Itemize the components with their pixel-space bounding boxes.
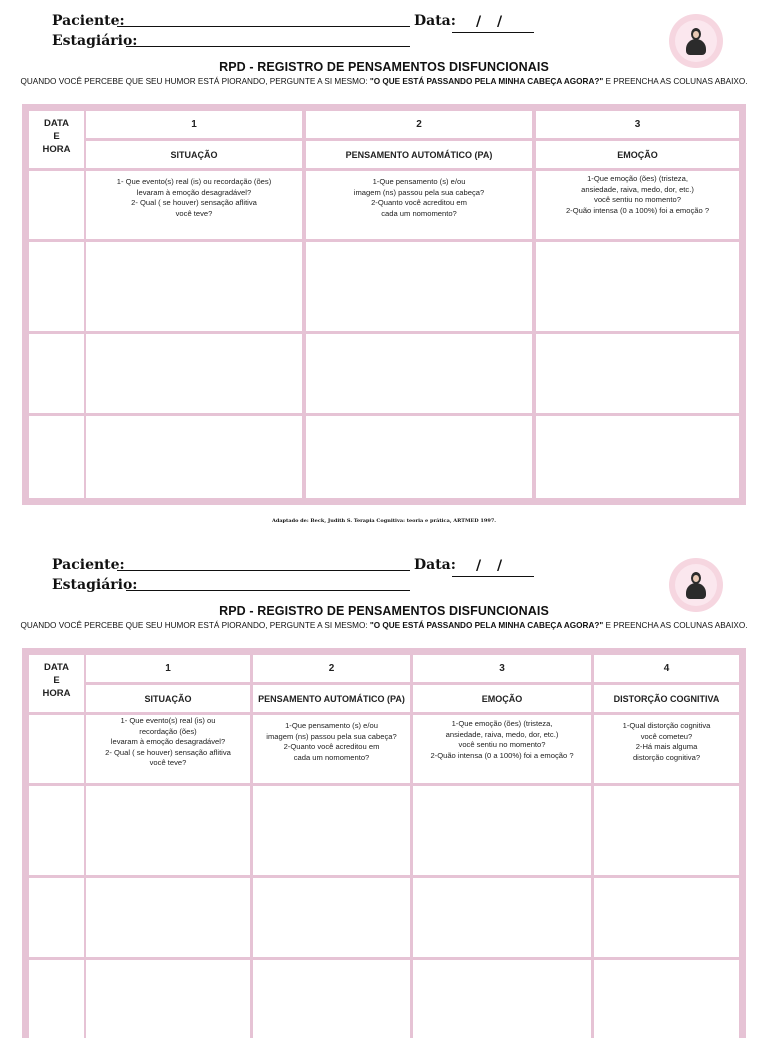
patient-label: Paciente: xyxy=(52,557,125,573)
date-slash-1: / xyxy=(476,14,482,30)
entry-cell[interactable] xyxy=(536,416,739,498)
entry-cell[interactable] xyxy=(594,960,739,1038)
col-header-distorcao: DISTORÇÃO COGNITIVA xyxy=(594,685,739,712)
instructions-emocao: 1-Que emoção (ões) (tristeza, ansiedade, raiva, medo, dor, etc.) você sentiu no momento? 2-Quão intensa (0 a 100%) foi a emoção ? xyxy=(413,715,591,783)
entry-cell[interactable] xyxy=(594,786,739,875)
entry-cell[interactable] xyxy=(306,416,532,498)
col-header-situacao: SITUAÇÃO xyxy=(86,685,250,712)
patient-field[interactable] xyxy=(117,26,410,27)
entry-date-cell[interactable] xyxy=(29,171,84,239)
entry-cell[interactable] xyxy=(29,878,84,957)
entry-cell[interactable] xyxy=(253,960,410,1038)
entry-date-cell[interactable] xyxy=(29,715,84,783)
instructions-emocao: 1-Que emoção (ões) (tristeza, ansiedade, raiva, medo, dor, etc.) você sentiu no momento? 2-Quão intensa (0 a 100%) foi a emoção ? xyxy=(536,171,739,239)
page-subtitle: QUANDO VOCÊ PERCEBE QUE SEU HUMOR ESTÁ PIORANDO, PERGUNTE A SI MESMO: "O QUE ESTÁ PASSANDO PELA MINHA CABEÇA AGORA?" E PREENCHA AS COLUNAS ABAIXO. xyxy=(20,621,748,630)
entry-cell[interactable] xyxy=(306,242,532,331)
entry-cell[interactable] xyxy=(413,960,591,1038)
col-number-1: 1 xyxy=(86,655,250,682)
entry-cell[interactable] xyxy=(86,242,302,331)
entry-cell[interactable] xyxy=(29,786,84,875)
rpd-table xyxy=(22,104,746,505)
patient-field[interactable] xyxy=(117,570,410,571)
instructions-pensamento: 1-Que pensamento (s) e/ou imagem (ns) passou pela sua cabeça? 2-Quanto você acreditou em cada um nomomento? xyxy=(306,171,532,239)
date-label: Data: xyxy=(414,13,456,29)
instructions-situacao: 1- Que evento(s) real (is) ou recordação (ões) levaram à emoção desagradável? 2- Qual ( se houver) sensação aflitiva você teve? xyxy=(86,715,250,783)
col-header-emocao: EMOÇÃO xyxy=(413,685,591,712)
source-credit: Adaptado de: Beck, Judith S. Terapia Cognitiva: teoria e prática, ARTMED 1997. xyxy=(271,518,497,524)
entry-cell[interactable] xyxy=(306,334,532,413)
entry-cell[interactable] xyxy=(29,334,84,413)
entry-cell[interactable] xyxy=(86,878,250,957)
col-number-3: 3 xyxy=(413,655,591,682)
instructions-distorcao: 1-Qual distorção cognitiva você cometeu? 2-Há mais alguma distorção cognitiva? xyxy=(594,715,739,783)
col-number-2: 2 xyxy=(306,111,532,138)
entry-cell[interactable] xyxy=(594,878,739,957)
entry-cell[interactable] xyxy=(536,334,739,413)
entry-cell[interactable] xyxy=(413,786,591,875)
patient-label: Paciente: xyxy=(52,13,125,29)
rpd-table-extended xyxy=(22,648,746,1038)
date-hour-header: DATA E HORA xyxy=(29,655,84,712)
entry-cell[interactable] xyxy=(253,878,410,957)
entry-cell[interactable] xyxy=(86,416,302,498)
page-subtitle: QUANDO VOCÊ PERCEBE QUE SEU HUMOR ESTÁ PIORANDO, PERGUNTE A SI MESMO: "O QUE ESTÁ PASSANDO PELA MINHA CABEÇA AGORA?" E PREENCHA AS COLUNAS ABAIXO. xyxy=(20,77,748,86)
date-slash-2: / xyxy=(497,14,503,30)
entry-cell[interactable] xyxy=(86,960,250,1038)
col-number-1: 1 xyxy=(86,111,302,138)
col-number-3: 3 xyxy=(536,111,739,138)
worksheet-2 xyxy=(0,544,768,1024)
page-title: RPD - REGISTRO DE PENSAMENTOS DISFUNCIONAIS xyxy=(219,60,549,74)
intern-label: Estagiário: xyxy=(52,577,138,593)
entry-cell[interactable] xyxy=(413,878,591,957)
entry-cell[interactable] xyxy=(86,786,250,875)
instructions-situacao: 1- Que evento(s) real (is) ou recordação (ões) levaram à emoção desagradável? 2- Qual ( se houver) sensação aflitiva você teve? xyxy=(86,171,302,239)
entry-cell[interactable] xyxy=(253,786,410,875)
page-title: RPD - REGISTRO DE PENSAMENTOS DISFUNCIONAIS xyxy=(219,604,549,618)
col-number-2: 2 xyxy=(253,655,410,682)
entry-cell[interactable] xyxy=(29,960,84,1038)
date-slash-1: / xyxy=(476,558,482,574)
date-field[interactable] xyxy=(452,32,534,33)
date-label: Data: xyxy=(414,557,456,573)
entry-cell[interactable] xyxy=(29,242,84,331)
col-header-pensamento: PENSAMENTO AUTOMÁTICO (PA) xyxy=(306,141,532,168)
entry-cell[interactable] xyxy=(86,334,302,413)
date-slash-2: / xyxy=(497,558,503,574)
col-header-emocao: EMOÇÃO xyxy=(536,141,739,168)
date-field[interactable] xyxy=(452,576,534,577)
col-header-situacao: SITUAÇÃO xyxy=(86,141,302,168)
intern-field[interactable] xyxy=(126,46,410,47)
entry-cell[interactable] xyxy=(29,416,84,498)
entry-cell[interactable] xyxy=(536,242,739,331)
col-number-4: 4 xyxy=(594,655,739,682)
intern-label: Estagiário: xyxy=(52,33,138,49)
date-hour-header: DATA E HORA xyxy=(29,111,84,168)
col-header-pensamento: PENSAMENTO AUTOMÁTICO (PA) xyxy=(253,685,410,712)
intern-field[interactable] xyxy=(126,590,410,591)
instructions-pensamento: 1-Que pensamento (s) e/ou imagem (ns) passou pela sua cabeça? 2-Quanto você acreditou em cada um nomomento? xyxy=(253,715,410,783)
